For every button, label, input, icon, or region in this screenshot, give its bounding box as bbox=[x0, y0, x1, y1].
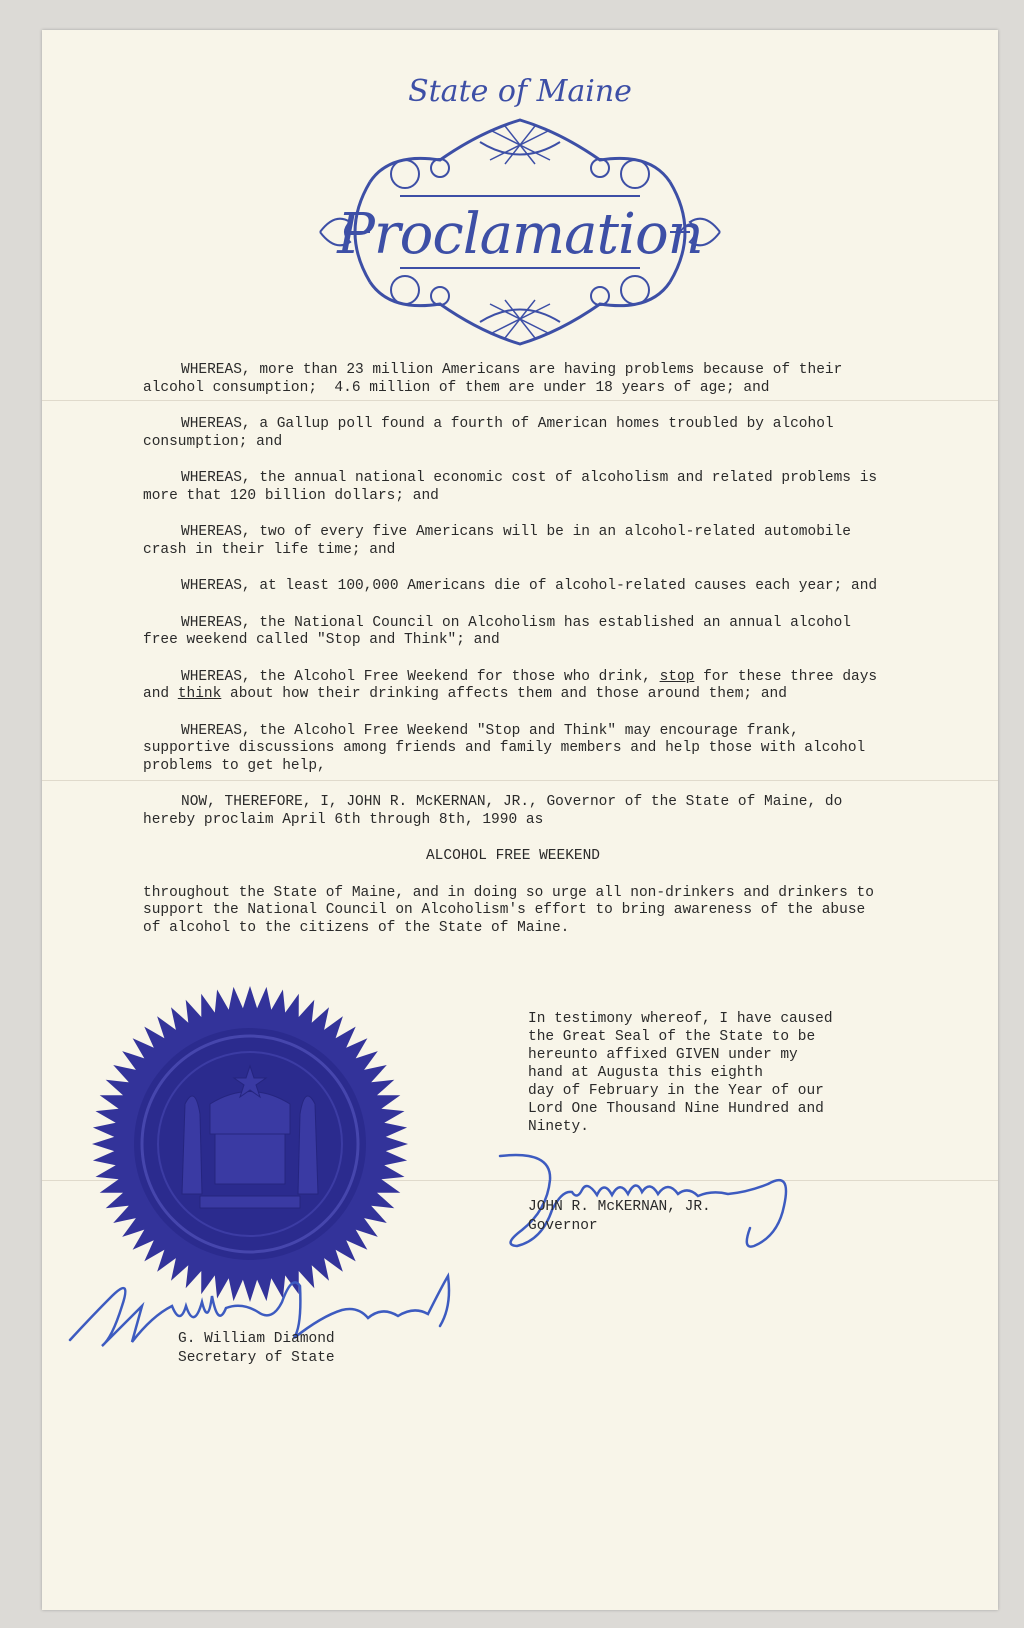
para7-text-2: for these three days and bbox=[143, 668, 886, 702]
proclaimed-event-title: ALCOHOL FREE WEEKEND bbox=[425, 848, 601, 864]
whereas-paragraph-7 bbox=[143, 668, 886, 704]
proclamation-title: Proclamation bbox=[337, 202, 703, 267]
throughout-paragraph: throughout the State of Maine, and in doing so urge all non-drinkers and drinkers to support the National Council on Alcoholism's effort to bring awareness of the abuse of alcohol to the citizens of the State of Maine. bbox=[143, 884, 883, 936]
para7-text-3: about how their drinking affects them and those around them; and bbox=[221, 686, 787, 702]
proclamation-document bbox=[42, 30, 998, 1610]
whereas-paragraph-6: WHEREAS, the National Council on Alcoholism has established an annual alcohol free weekend called "Stop and Think"; and bbox=[143, 614, 860, 648]
para7-text-1: WHEREAS, the Alcohol Free Weekend for those who drink, bbox=[181, 668, 660, 685]
whereas-paragraph-3: WHEREAS, the annual national economic cost of alcoholism and related problems is more that 120 billion dollars; and bbox=[143, 470, 886, 504]
whereas-paragraph-5: WHEREAS, at least 100,000 Americans die of alcohol-related causes each year; and bbox=[181, 578, 878, 594]
now-therefore-paragraph: NOW, THEREFORE, I, JOHN R. McKERNAN, JR., Governor of the State of Maine, do hereby proclaim April 6th through 8th, 1990 as bbox=[143, 794, 852, 828]
whereas-paragraph-1: WHEREAS, more than 23 million Americans are having problems because of their alcohol consumption; 4.6 million of them are under 18 years of age; and bbox=[143, 362, 852, 396]
state-heading: State of Maine bbox=[408, 74, 632, 109]
governor-block bbox=[528, 1198, 711, 1236]
governor-title: Governor bbox=[528, 1218, 598, 1234]
whereas-paragraph-8: WHEREAS, the Alcohol Free Weekend "Stop and Think" may encourage frank, supportive discussions among friends and family members and help those with alcohol problems to get help, bbox=[143, 722, 874, 774]
governor-name: JOHN R. McKERNAN, JR. bbox=[528, 1199, 711, 1215]
testimony-clause: In testimony whereof, I have caused the Great Seal of the State to be hereunto affixed GIVEN under my hand at Augusta this eighth day of February in the Year of our Lord One Thousand Nine Hundred and Ninety. bbox=[528, 1011, 833, 1135]
underlined-stop: stop bbox=[659, 668, 695, 685]
great-seal-of-maine bbox=[90, 984, 410, 1304]
proclamation-body bbox=[143, 362, 886, 956]
whereas-paragraph-2: WHEREAS, a Gallup poll found a fourth of American homes troubled by alcohol consumption; and bbox=[143, 416, 843, 450]
underlined-think: think bbox=[177, 686, 222, 702]
whereas-paragraph-4: WHEREAS, two of every five Americans will be in an alcohol-related automobile crash in their life time; and bbox=[143, 524, 860, 558]
secretary-name: G. William Diamond bbox=[178, 1331, 335, 1347]
secretary-block bbox=[178, 1330, 335, 1368]
secretary-title: Secretary of State bbox=[178, 1350, 335, 1366]
